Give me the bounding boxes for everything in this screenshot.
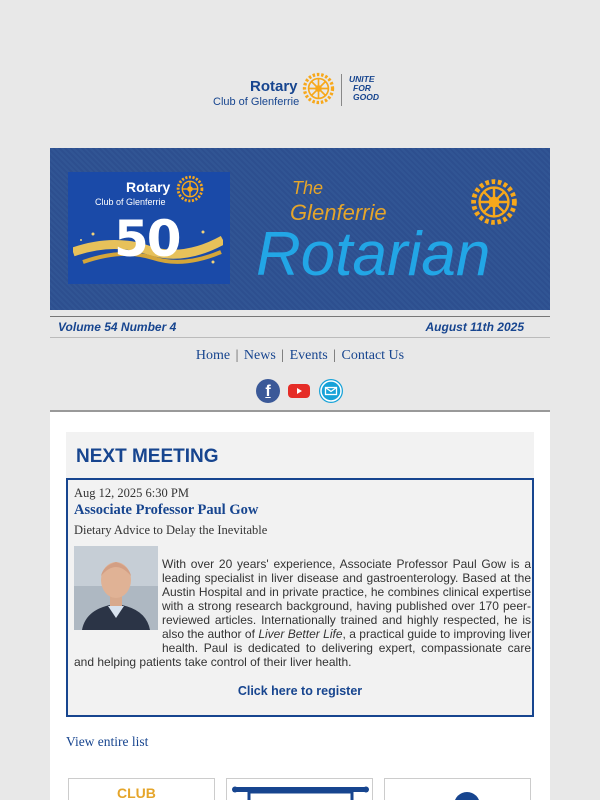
event-description: With over 20 years' experience, Associate Professor Paul Gow is a leading specialist in liver disease and gastroenterology. Based at the Austin Hospital and in private practice, he combines clinical expertise with a strong research background, having published over 170 peer-reviewed articles. Internationally trained and highly respected, he is also the author of Liver Better Life, a practical guide to improving liver health. Paul is dedicated to delivering expert, compassionate care and helping patients take control of their liver health. xyxy=(74,557,531,669)
next-meeting-header xyxy=(66,432,534,478)
event-topic: Dietary Advice to Delay the Inevitable xyxy=(74,523,268,537)
youtube-icon[interactable] xyxy=(287,379,311,403)
rotary-logo xyxy=(213,72,393,112)
info-card[interactable] xyxy=(384,778,531,800)
logo-divider xyxy=(341,74,342,106)
nav-contact-link[interactable]: Contact Us xyxy=(341,348,405,363)
club-card-label: CLUB xyxy=(117,785,156,800)
logo-tagline: UNITE FOR GOOD xyxy=(349,74,379,102)
next-meeting-title: NEXT MEETING xyxy=(76,446,219,467)
badge-wheel-icon xyxy=(176,175,204,203)
logo-rotary-text: Rotary xyxy=(250,78,298,95)
banner-rotarian-text: Rotarian xyxy=(256,220,491,289)
nav-separator: | xyxy=(333,348,337,363)
logo-club-text: Club of Glenferrie xyxy=(213,96,300,108)
badge-fifty-text: 50 xyxy=(114,210,180,268)
nav-events-link[interactable]: Events xyxy=(289,348,328,363)
social-links xyxy=(256,379,346,405)
book-title: Liver Better Life xyxy=(258,627,343,641)
register-link[interactable]: Click here to register xyxy=(237,684,363,698)
circle-icon xyxy=(385,779,532,800)
nav-separator: | xyxy=(281,348,285,363)
event-datetime: Aug 12, 2025 6:30 PM xyxy=(74,486,189,500)
banner-wheel-icon xyxy=(470,178,518,226)
badge-club-text: Club of Glenferrie xyxy=(95,197,166,207)
issue-info-bar xyxy=(50,316,550,338)
volume-number: Volume 54 Number 4 xyxy=(58,320,177,334)
anniversary-badge xyxy=(68,172,230,284)
facebook-icon[interactable]: f xyxy=(256,379,280,403)
nav-separator: | xyxy=(235,348,239,363)
top-navigation xyxy=(0,348,600,364)
scroll-banner-card[interactable] xyxy=(226,778,373,800)
nav-home-link[interactable]: Home xyxy=(195,348,231,363)
event-card xyxy=(66,478,534,717)
issue-date: August 11th 2025 xyxy=(425,320,524,334)
banner-glenferrie-text: Glenferrie xyxy=(290,200,387,225)
club-card[interactable] xyxy=(68,778,215,800)
nav-news-link[interactable]: News xyxy=(243,348,276,363)
rotary-wheel-icon xyxy=(302,72,335,105)
view-entire-list-link[interactable]: View entire list xyxy=(66,734,149,749)
main-content xyxy=(50,412,550,800)
banner-the-text: The xyxy=(292,178,324,198)
event-speaker-link[interactable]: Associate Professor Paul Gow xyxy=(74,502,259,518)
badge-rotary-text: Rotary xyxy=(126,179,171,195)
email-icon[interactable] xyxy=(319,379,343,403)
speaker-photo xyxy=(74,546,158,630)
banner-scroll-icon xyxy=(227,779,374,800)
newsletter-banner xyxy=(50,148,550,310)
